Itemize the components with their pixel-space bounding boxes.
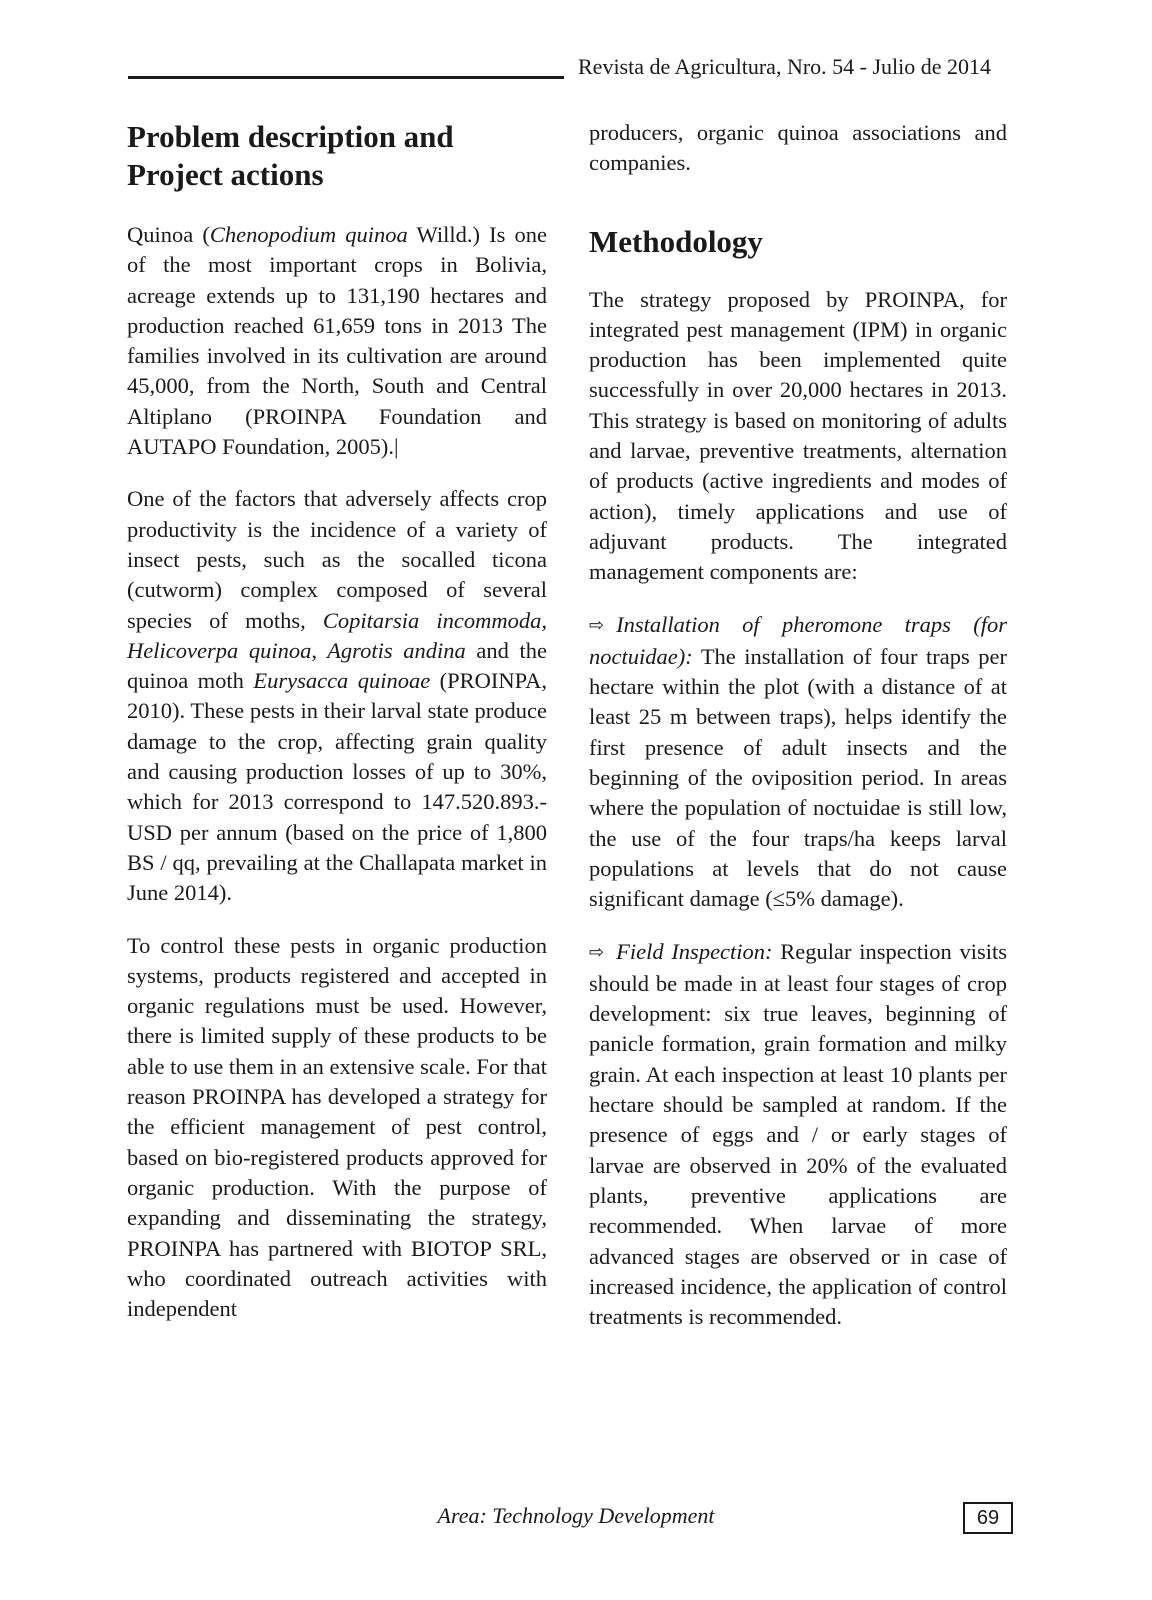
text-span: Regular inspection visits should be made in at least four stages of crop development: six true leaves, beginning of panicle formation, grain formation and milky grain. At each inspection at least 10 plants per hectare should be sampled at random. If the presence of eggs and / or early stages of larvae are observed in 20% of the evaluated plants, preventive applications are recommended. When larvae of more advanced stages are observed or in case of increased incidence, the application of control treatments is recommended. [589,938,1007,1330]
text-span: The installation of four traps per hectare within the plot (with a distance of at least 25 m between traps), helps identify the first presence of adult insects and the beginning of the oviposition period. In areas where the population of noctuidae is still low, the use of the four traps/ha keeps larval populations at levels that do not cause significant damage (≤5% damage). [589,643,1007,912]
right-column [589,118,1007,1354]
running-head: Revista de Agricultura, Nro. 54 - Julio de 2014 [578,54,992,79]
text-span: One of the factors that adversely affects crop productivity is the incidence of a variety of insect pests, such as the socalled ticona (cutworm) complex composed of several species of moths, [127,486,547,633]
bullet-item [589,937,1007,1333]
paragraph: The strategy proposed by PROINPA, for integrated pest management (IPM) in organic production has been implemented quite successfully in over 20,000 hectares in 2013. This strategy is based on monitoring of adults and larvae, preventive treatments, alternation of products (active ingredients and modes of action), timely applications and use of adjuvant products. The integrated management components are: [589,286,1007,585]
left-column [127,118,547,1346]
section-heading-methodology: Methodology [589,223,763,259]
paragraph [127,220,547,462]
species-name: Copitarsia incommoda, Helicoverpa quinoa, Agrotis andina [127,607,547,663]
page-number: 69 [963,1502,1013,1534]
text-span: Willd.) Is one of the most important crops in Bolivia, acreage extends up to 131,190 hectares and production reached 61,659 tons in 2013 The families involved in its cultivation are around 45,000, from the North, South and Central Altiplano (PROINPA Foundation and AUTAPO Foundation, 2005).| [127,222,547,460]
paragraph [127,484,547,908]
paragraph: To control these pests in organic production systems, products registered and accepted in organic regulations must be used. However, there is limited supply of these products to be able to use them in an extensive scale. For that reason PROINPA has developed a strategy for the efficient management of pest control, based on bio-registered products approved for organic production. With the purpose of expanding and disseminating the strategy, PROINPA has partnered with BIOTOP SRL, who coordinated outreach activities with independent [127,932,547,1322]
bullet-lead: Field Inspection: [616,938,773,964]
bullet-lead: Installation of pheromone traps (for noctuidae): [589,611,1007,669]
text-span: Quinoa ( [127,222,210,247]
section-heading-problem: Problem description and Project actions [127,119,454,192]
arrow-right-icon: ⇨ [589,941,605,963]
species-name: Chenopodium quinoa [209,222,408,247]
species-name: Eurysacca quinoae [253,668,431,694]
text-span: and the quinoa moth [127,637,547,694]
footer-area: Area: Technology Development [437,1503,715,1528]
bullet-item [589,610,1007,915]
arrow-right-icon: ⇨ [589,614,605,636]
header-rule [128,76,564,79]
paragraph-continuation: producers, organic quinoa associations and companies. [589,120,1007,176]
text-span: (PROINPA, 2010). These pests in their larval state produce damage to the crop, affecting grain quality and causing production losses of up to 30%, which for 2013 correspond to 147.520.893.- USD per annum (based on the price of 1,800 BS / qq, prevailing at the Challapata market in June 2014). [127,668,547,906]
